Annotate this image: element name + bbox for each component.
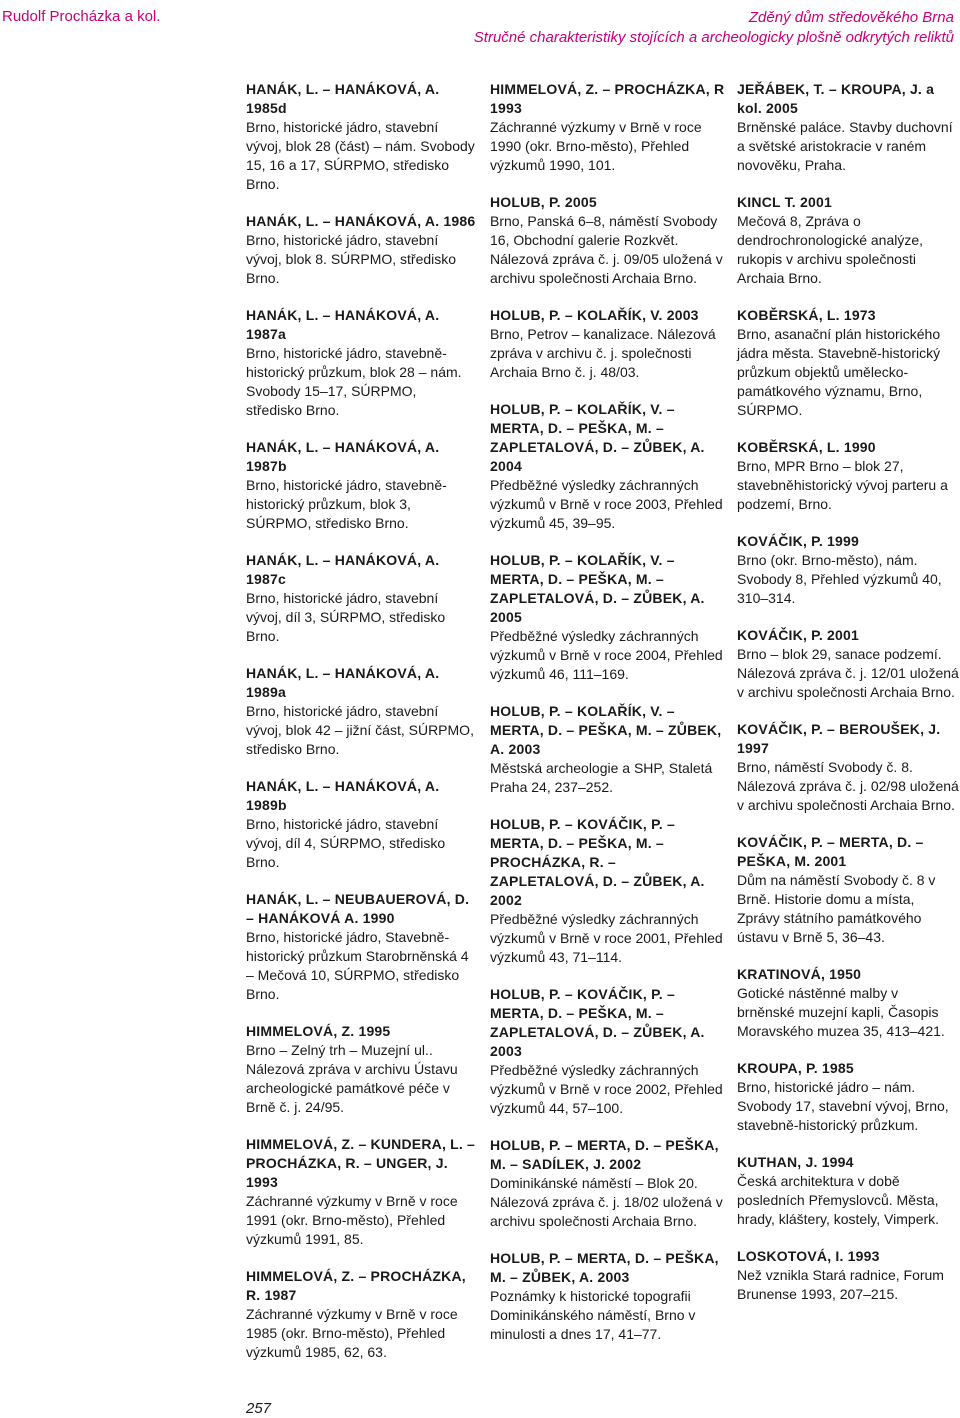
- entry-description: Brno, historické jádro, stavebně-historický průzkum, blok 28 – nám. Svobody 15–17, SÚRPMO, středisko Brno.: [246, 345, 462, 418]
- entry-description: Poznámky k historické topografii Dominikánského náměstí, Brno v minulosti a dnes 17, 41–77.: [490, 1288, 696, 1342]
- entry-author: HANÁK, L. – HANÁKOVÁ, A. 1986: [246, 213, 476, 229]
- bibliography-entry: [246, 1022, 476, 1117]
- bibliography-entry: [737, 193, 959, 288]
- bibliography-entry: [490, 815, 725, 967]
- entry-author: HIMMELOVÁ, Z. – PROCHÁZKA, R 1993: [490, 81, 725, 116]
- entry-author: HOLUB, P. – KOVÁČIK, P. – MERTA, D. – PEŠKA, M. – ZAPLETALOVÁ, D. – ZŮBEK, A. 2003: [490, 986, 705, 1059]
- entry-description: Brno, historické jádro, stavebně-historický průzkum, blok 3, SÚRPMO, středisko Brno.: [246, 477, 447, 531]
- entry-description: Záchranné výzkumy v Brně v roce 1990 (okr. Brno-město), Přehled výzkumů 1990, 101.: [490, 119, 702, 173]
- entry-description: Brno, historické jádro, stavební vývoj, díl 4, SÚRPMO, středisko Brno.: [246, 816, 446, 870]
- bibliography-entry: [490, 551, 725, 684]
- bibliography-entry: [737, 1059, 959, 1135]
- bibliography-entry: [737, 626, 959, 702]
- page-number: 257: [246, 1400, 272, 1417]
- entry-description: Mečová 8, Zpráva o dendrochronologické analýze, rukopis v archivu společnosti Archaia Brno.: [737, 213, 924, 286]
- entry-author: KUTHAN, J. 1994: [737, 1154, 854, 1170]
- bibliography-entry: [737, 80, 959, 175]
- entry-description: Brno, Panská 6–8, náměstí Svobody 16, Obchodní galerie Rozkvět. Nálezová zpráva č. j. 09/05 uložená v archivu společnosti Archaia Brno.: [490, 213, 723, 286]
- entry-description: Brněnské paláce. Stavby duchovní a světské aristokracie v raném novověku, Praha.: [737, 119, 953, 173]
- entry-author: HOLUB, P. – KOLAŘÍK, V. 2003: [490, 307, 699, 323]
- entry-author: KOVÁČIK, P. – MERTA, D. – PEŠKA, M. 2001: [737, 834, 924, 869]
- entry-author: KRATINOVÁ, 1950: [737, 966, 862, 982]
- bibliography-entry: [246, 438, 476, 533]
- entry-description: Městská archeologie a SHP, Staletá Praha 24, 237–252.: [490, 760, 713, 795]
- entry-author: HANÁK, L. – HANÁKOVÁ, A. 1989b: [246, 778, 440, 813]
- entry-description: Brno, historické jádro – nám. Svobody 17, stavební vývoj, Brno, stavebně-historický průzkum.: [737, 1079, 949, 1133]
- running-header-title: [474, 8, 954, 48]
- bibliography-entry: [737, 306, 959, 420]
- entry-author: LOSKOTOVÁ, I. 1993: [737, 1248, 880, 1264]
- bibliography-entry: [246, 777, 476, 872]
- entry-author: HOLUB, P. 2005: [490, 194, 597, 210]
- entry-description: Brno – blok 29, sanace podzemí. Nálezová zpráva č. j. 12/01 uložená v archivu společnosti Archaia Brno.: [737, 646, 959, 700]
- entry-description: Dům na náměstí Svobody č. 8 v Brně. Historie domu a místa, Zprávy státního památkového ústavu v Brně 5, 36–43.: [737, 872, 936, 945]
- bibliography-entry: [246, 664, 476, 759]
- entry-description: Brno, historické jádro, stavební vývoj, blok 8. SÚRPMO, středisko Brno.: [246, 232, 457, 286]
- bibliography-entry: [737, 1247, 959, 1304]
- bibliography-entry: [490, 400, 725, 533]
- entry-author: HANÁK, L. – HANÁKOVÁ, A. 1989a: [246, 665, 440, 700]
- entry-author: HIMMELOVÁ, Z. 1995: [246, 1023, 391, 1039]
- entry-author: HANÁK, L. – HANÁKOVÁ, A. 1987c: [246, 552, 440, 587]
- entry-author: HOLUB, P. – KOLAŘÍK, V. – MERTA, D. – PEŠKA, M. – ZAPLETALOVÁ, D. – ZŮBEK, A. 2005: [490, 552, 705, 625]
- bibliography-column-1: [246, 80, 476, 1380]
- bibliography-entry: [490, 702, 725, 797]
- entry-author: HANÁK, L. – HANÁKOVÁ, A. 1985d: [246, 81, 440, 116]
- entry-description: Brno, náměstí Svobody č. 8. Nálezová zpráva č. j. 02/98 uložená v archivu společnosti Archaia Brno.: [737, 759, 959, 813]
- entry-description: Brno, historické jádro, stavební vývoj, blok 42 – jižní část, SÚRPMO, středisko Brno.: [246, 703, 474, 757]
- bibliography-entry: [246, 1267, 476, 1362]
- entry-author: HIMMELOVÁ, Z. – KUNDERA, L. – PROCHÁZKA, R. – UNGER, J. 1993: [246, 1136, 476, 1190]
- entry-author: KOVÁČIK, P. – BEROUŠEK, J. 1997: [737, 721, 941, 756]
- bibliography-entry: [737, 438, 959, 514]
- entry-author: HOLUB, P. – MERTA, D. – PEŠKA, M. – ZŮBEK, A. 2003: [490, 1250, 719, 1285]
- entry-description: Brno, MPR Brno – blok 27, stavebněhistorický vývoj parteru a podzemí, Brno.: [737, 458, 948, 512]
- entry-description: Brno, historické jádro, stavební vývoj, blok 28 (část) – nám. Svobody 15, 16 a 17, SÚRPMO, středisko Brno.: [246, 119, 475, 192]
- entry-author: KOBĚRSKÁ, L. 1990: [737, 439, 876, 455]
- bibliography-entry: [490, 1136, 725, 1231]
- entry-description: Česká architektura v době posledních Přemyslovců. Města, hrady, kláštery, kostely, Vimperk.: [737, 1173, 940, 1227]
- entry-author: KINCL T. 2001: [737, 194, 832, 210]
- entry-description: Předběžné výsledky záchranných výzkumů v Brně v roce 2002, Přehled výzkumů 44, 57–100.: [490, 1062, 723, 1116]
- entry-description: Předběžné výsledky záchranných výzkumů v Brně v roce 2004, Přehled výzkumů 46, 111–169.: [490, 628, 723, 682]
- bibliography-entry: [737, 1153, 959, 1229]
- bibliography-entry: [490, 306, 725, 382]
- bibliography-column-2: [490, 80, 725, 1362]
- entry-description: Brno – Zelný trh – Muzejní ul.. Nálezová zpráva v archivu Ústavu archeologické památkové péče v Brně č. j. 24/95.: [246, 1042, 458, 1115]
- bibliography-entry: [737, 532, 959, 608]
- entry-author: HANÁK, L. – HANÁKOVÁ, A. 1987a: [246, 307, 440, 342]
- entry-description: Brno, historické jádro, stavební vývoj, díl 3, SÚRPMO, středisko Brno.: [246, 590, 446, 644]
- entry-description: Brno, Petrov – kanalizace. Nálezová zpráva v archivu č. j. společnosti Archaia Brno č. j. 48/03.: [490, 326, 716, 380]
- bibliography-entry: [246, 306, 476, 420]
- bibliography-column-3: [737, 80, 959, 1322]
- entry-description: Gotické nástěnné malby v brněnské muzejní kapli, Časopis Moravského muzea 35, 413–421.: [737, 985, 945, 1039]
- bibliography-entry: [246, 1135, 476, 1249]
- bibliography-entry: [490, 193, 725, 288]
- entry-description: Brno, asanační plán historického jádra města. Stavebně-historický průzkum objektů umělecko-památkového významu, Brno, SÚRPMO.: [737, 326, 941, 418]
- bibliography-entry: [246, 212, 476, 288]
- entry-description: Předběžné výsledky záchranných výzkumů v Brně v roce 2003, Přehled výzkumů 45, 39–95.: [490, 477, 723, 531]
- entry-description: Dominikánské náměstí – Blok 20. Nálezová zpráva č. j. 18/02 uložená v archivu společnosti Archaia Brno.: [490, 1175, 723, 1229]
- entry-description: Záchranné výzkumy v Brně v roce 1991 (okr. Brno-město), Přehled výzkumů 1991, 85.: [246, 1193, 458, 1247]
- bibliography-entry: [737, 720, 959, 815]
- bibliography-entry: [246, 551, 476, 646]
- entry-author: KOBĚRSKÁ, L. 1973: [737, 307, 876, 323]
- bibliography-entry: [737, 965, 959, 1041]
- running-header-title-line2: Stručné charakteristiky stojících a archeologicky plošně odkrytých reliktů: [473, 29, 954, 46]
- entry-description: Než vznikla Stará radnice, Forum Brunense 1993, 207–215.: [737, 1267, 944, 1302]
- bibliography-entry: [490, 80, 725, 175]
- bibliography-entry: [490, 985, 725, 1118]
- entry-description: Brno (okr. Brno-město), nám. Svobody 8, Přehled výzkumů 40, 310–314.: [737, 552, 942, 606]
- running-header-title-line1: Zděný dům středověkého Brna: [748, 9, 954, 26]
- entry-author: HANÁK, L. – NEUBAUEROVÁ, D. – HANÁKOVÁ A. 1990: [246, 891, 470, 926]
- entry-author: HIMMELOVÁ, Z. – PROCHÁZKA, R. 1987: [246, 1268, 466, 1303]
- running-header-author: Rudolf Procházka a kol.: [2, 8, 161, 25]
- entry-author: HOLUB, P. – KOVÁČIK, P. – MERTA, D. – PEŠKA, M. – PROCHÁZKA, R. – ZAPLETALOVÁ, D. – ZŮBEK, A. 2002: [490, 816, 705, 908]
- bibliography-entry: [246, 890, 476, 1004]
- entry-description: Záchranné výzkumy v Brně v roce 1985 (okr. Brno-město), Přehled výzkumů 1985, 62, 63.: [246, 1306, 458, 1360]
- entry-author: JEŘÁBEK, T. – KROUPA, J. a kol. 2005: [737, 81, 935, 116]
- entry-author: HANÁK, L. – HANÁKOVÁ, A. 1987b: [246, 439, 440, 474]
- bibliography-entry: [737, 833, 959, 947]
- bibliography-entry: [490, 1249, 725, 1344]
- entry-author: KOVÁČIK, P. 1999: [737, 533, 859, 549]
- entry-description: Brno, historické jádro, Stavebně-historický průzkum Starobrněnská 4 – Mečová 10, SÚRPMO, středisko Brno.: [246, 929, 469, 1002]
- entry-author: HOLUB, P. – KOLAŘÍK, V. – MERTA, D. – PEŠKA, M. – ZŮBEK, A. 2003: [490, 703, 722, 757]
- entry-author: KOVÁČIK, P. 2001: [737, 627, 859, 643]
- entry-author: HOLUB, P. – KOLAŘÍK, V. – MERTA, D. – PEŠKA, M. – ZAPLETALOVÁ, D. – ZŮBEK, A. 2004: [490, 401, 705, 474]
- entry-author: HOLUB, P. – MERTA, D. – PEŠKA, M. – SADÍLEK, J. 2002: [490, 1137, 719, 1172]
- entry-description: Předběžné výsledky záchranných výzkumů v Brně v roce 2001, Přehled výzkumů 43, 71–114.: [490, 911, 723, 965]
- bibliography-entry: [246, 80, 476, 194]
- entry-author: KROUPA, P. 1985: [737, 1060, 854, 1076]
